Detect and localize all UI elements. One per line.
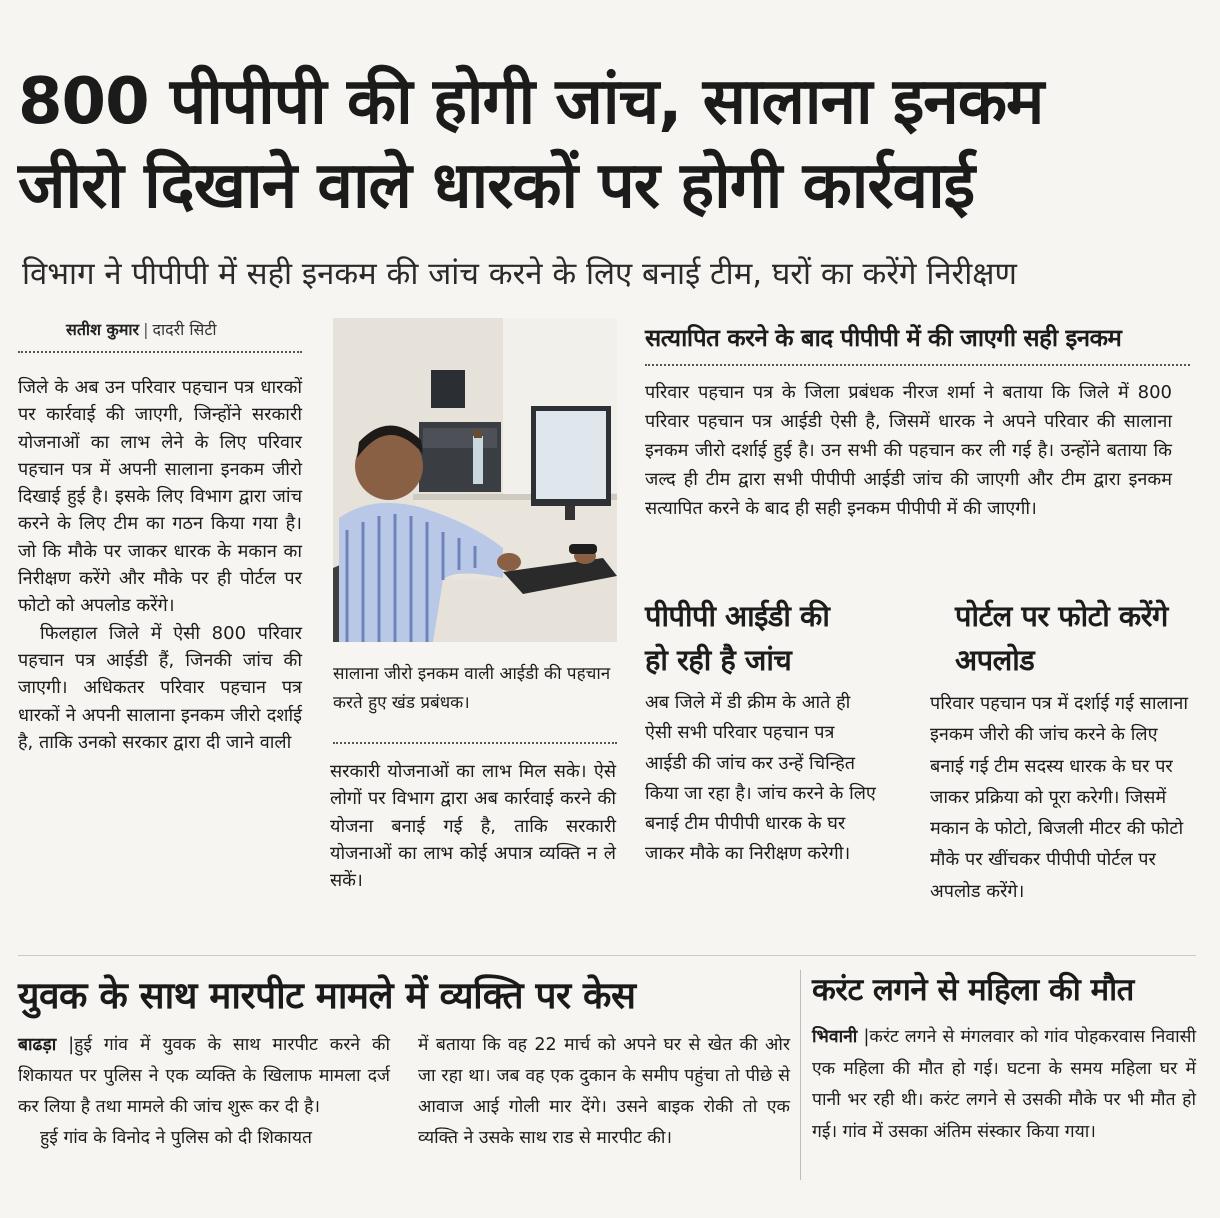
office-worker-illustration — [333, 318, 617, 642]
subheadline: विभाग ने पीपीपी में सही इनकम की जांच करने के लिए बनाई टीम, घरों का करेंगे निरीक्षण — [22, 256, 1017, 292]
section-1-body: परिवार पहचान पत्र के जिला प्रबंधक नीरज शर्मा ने बताया कि जिले में 800 परिवार पहचान पत्र आईडी ऐसी है, जिसमें धारक ने अपने परिवार की सालाना इनकम जीरो दर्शाई हुई है। उन सभी की पहचान कर ली गई है। उन्होंने बताया कि जल्द ही टीम द्वारा सभी पीपीपी आईडी जांच की जाएगी और टीम द्वारा इनकम सत्यापित करने के बाद ही सही इनकम पीपीपी में की जाएगी। — [645, 382, 1172, 519]
headline-line-1: 800 पीपीपी की होगी जांच, सालाना इनकम — [18, 65, 1044, 139]
news-photo — [333, 318, 617, 642]
story-3-dateline: भिवानी — [812, 1027, 858, 1047]
col1-paragraph-2: फिलहाल जिले में ऐसी 800 परिवार पहचान पत्र आईडी हैं, जिनकी जांच की जाएगी। अधिकतर परिवार पहचान पत्र धारकों ने अपनी सालाना इनकम जीरो दर्शाई है, ताकि उनको सरकार द्वारा दी जाने वाली — [18, 622, 302, 753]
section-2-body: अब जिले में डी क्रीम के आते ही ऐसी सभी परिवार पहचान पत्र आईडी की जांच कर उन्हें चिन्हित किया जा रहा है। जांच करने के लिए बनाई टीम पीपीपी धारक के घर जाकर मौके का निरीक्षण करेगी। — [645, 692, 876, 865]
column-1 — [18, 374, 302, 756]
section-2-heading-line-1: पीपीपी आईडी की — [645, 599, 830, 633]
section-3-heading-line-1: पोर्टल पर फोटो करेंगे — [955, 599, 1168, 633]
byline-separator: | — [143, 320, 149, 339]
section-1-heading: सत्यापित करने के बाद पीपीपी में की जाएगी सही इनकम — [645, 324, 1122, 352]
section-3-body: परिवार पहचान पत्र में दर्शाई गई सालाना इनकम जीरो की जांच करने के लिए बनाई गई टीम सदस्य धारक के घर पर जाकर प्रक्रिया को पूरा करेगी। जिसमें मकान के फोटो, बिजली मीटर की फोटो मौके पर खींचकर पीपीपी पोर्टल पर अपलोड करेंगे। — [930, 693, 1189, 902]
column-2-text: सरकारी योजनाओं का लाभ मिल सके। ऐसे लोगों पर विभाग द्वारा अब कार्रवाई करने की योजना बनाई गई है, ताकि सरकारी योजनाओं का लाभ कोई अपात्र व्यक्ति न ले सकें। — [330, 761, 616, 892]
byline — [66, 318, 217, 340]
byline-rule — [18, 351, 302, 353]
photo-caption: सालाना जीरो इनकम वाली आईडी की पहचान करते हुए खंड प्रबंधक। — [333, 664, 611, 713]
col1-paragraph-1: जिले के अब उन परिवार पहचान पत्र धारकों पर कार्रवाई की जाएगी, जिन्होंने सरकारी योजनाओं का लाभ लेने के लिए परिवार पहचान पत्र में अपनी सालाना इनकम जीरो दिखाई हुई है। इसके लिए विभाग द्वारा जांच करने के लिए टीम का गठन किया गया है। जो कि मौके पर जाकर धारक के मकान का निरीक्षण करेंगे और मौके पर ही पोर्टल पर फोटो को अपलोड करेंगे। — [18, 377, 302, 617]
story-2-column-2: में बताया कि वह 22 मार्च को अपने घर से खेत की ओर जा रहा था। जब वह एक दुकान के समीप पहुंचा तो पीछे से आवाज आई गोली मार देंगे। उसने बाइक रोकी तो एक व्यक्ति ने उसके साथ राड से मारपीट की। — [418, 1035, 790, 1148]
story-2-column-1 — [18, 1030, 390, 1154]
story-3-paragraph: करंट लगने से मंगलवार को गांव पोहकरवास निवासी एक महिला की मौत हो गई। घटना के समय महिला घर में पानी भर रही थी। करंट लगने से उसकी मौके पर भी मौत हो गई। गांव में उसका अंतिम संस्कार किया गया। — [812, 1027, 1196, 1142]
story-3-dateline-sep: | — [863, 1027, 870, 1047]
section-3-heading-line-2: अपलोड — [955, 643, 1035, 677]
section-2-heading-line-2: हो रही है जांच — [645, 643, 792, 677]
section-divider — [18, 955, 1196, 956]
story-2-paragraph-2: हुई गांव के विनोद ने पुलिस को दी शिकायत — [40, 1128, 312, 1148]
section-1-rule — [645, 364, 1190, 366]
section-2-heading — [645, 594, 905, 682]
story-2-paragraph-1: हुई गांव में युवक के साथ मारपीट करने की शिकायत पर पुलिस ने एक व्यक्ति के खिलाफ मामला दर्ज कर लिया है तथा मामले की जांच शुरू कर दी है। — [18, 1035, 390, 1117]
caption-rule — [333, 742, 617, 744]
story-3-body — [812, 1022, 1196, 1148]
story-2-headline: युवक के साथ मारपीट मामले में व्यक्ति पर केस — [18, 974, 636, 1017]
story-divider — [800, 970, 801, 1180]
section-3-heading — [955, 594, 1205, 682]
byline-author: सतीश कुमार — [66, 320, 140, 339]
main-headline — [18, 60, 1188, 228]
story-2-dateline: बाढड़ा — [18, 1035, 57, 1055]
headline-line-2: जीरो दिखाने वाले धारकों पर होगी कार्रवाई — [18, 149, 975, 223]
story-2-dateline-sep: | — [68, 1035, 75, 1055]
story-3-headline: करंट लगने से महिला की मौत — [812, 972, 1134, 1008]
byline-place: दादरी सिटी — [152, 320, 217, 339]
